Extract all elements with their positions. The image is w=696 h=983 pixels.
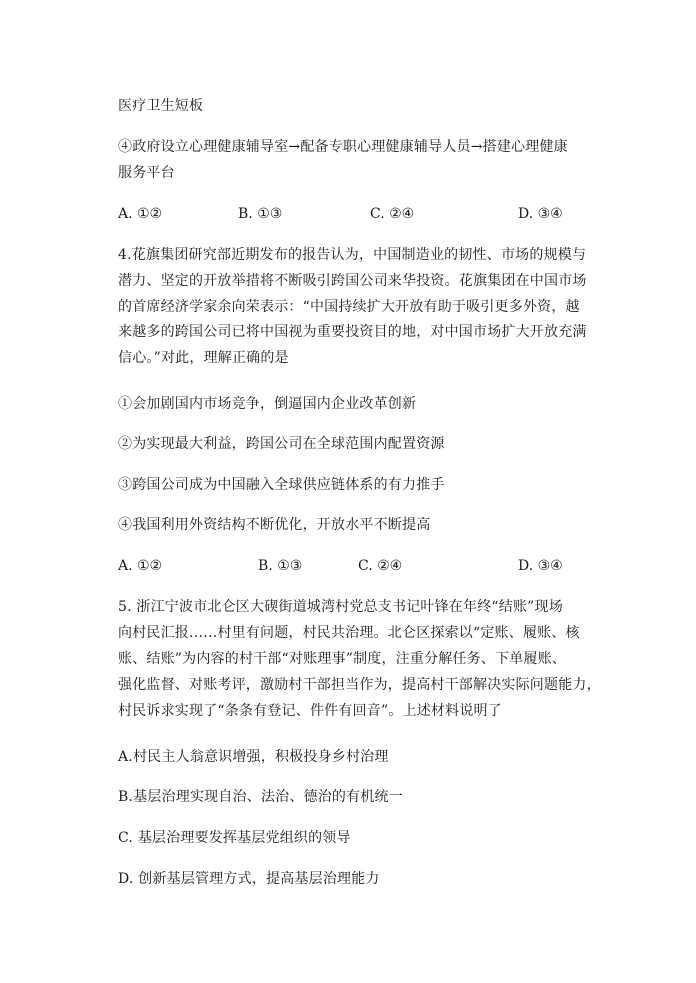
q3-option-a: A. ①② [118,206,163,222]
q4-option-b: B. ①③ [258,558,303,574]
q4-stem-line: 来越多的跨国公司已将中国视为重要投资目的地，对中国市场扩大开放充满 [118,324,587,340]
q5-stem-line: 强化监督、对账考评，激励村干部担当作为，提高村干部解决实际问题能力， [118,677,601,693]
q4-stem-line: 4.花旗集团研究部近期发布的报告认为，中国制造业的韧性、市场的规模与 [118,247,587,263]
q4-statement-2: ②为实现最大利益，跨国公司在全球范围内配置资源 [118,436,445,452]
text-line: 医疗卫生短板 [118,98,204,114]
q4-statement-1: ①会加剧国内市场竞争，倒逼国内企业改革创新 [118,396,417,412]
q3-option-d: D. ③④ [518,206,563,222]
q4-option-a: A. ①② [118,558,163,574]
q5-stem-line: 村民诉求实现了“条条有登记、件件有回音”。上述材料说明了 [118,703,502,719]
q5-option-c: C. 基层治理要发挥基层党组织的领导 [118,830,351,846]
q5-option-a: A.村民主人翁意识增强，积极投身乡村治理 [118,749,389,765]
q4-stem-line: 的首席经济学家余向荣表示：“中国持续扩大开放有助于吸引更多外资，越 [118,299,580,315]
q4-stem-line: 潜力、坚定的开放举措将不断吸引跨国公司来华投资。花旗集团在中国市场 [118,273,587,289]
q5-option-b: B.基层治理实现自治、法治、德治的有机统一 [118,789,403,805]
q4-stem-line: 信心。”对此，理解正确的是 [118,350,289,366]
text-line: 服务平台 [118,165,175,181]
q4-statement-4: ④我国利用外资结构不断优化，开放水平不断提高 [118,517,431,533]
q3-option-c: C. ②④ [370,206,415,222]
text-line: ④政府设立心理健康辅导室→配备专职心理健康辅导人员→搭建心理健康 [118,139,568,155]
q4-option-d: D. ③④ [518,558,563,574]
q5-stem-line: 向村民汇报……村里有问题，村民共治理。北仑区探索以“定账、履账、核 [118,625,580,641]
q5-stem-line: 账、结账”为内容的村干部“对账理事”制度，注重分解任务、下单履账、 [118,651,567,667]
q5-option-d: D. 创新基层管理方式，提高基层治理能力 [118,871,380,887]
q3-option-b: B. ①③ [238,206,283,222]
q4-option-c: C. ②④ [358,558,403,574]
q5-stem-line: 5. 浙江宁波市北仑区大碶街道城湾村党总支书记叶锋在年终“结账”现场 [118,599,563,615]
q4-statement-3: ③跨国公司成为中国融入全球供应链体系的有力推手 [118,477,445,493]
